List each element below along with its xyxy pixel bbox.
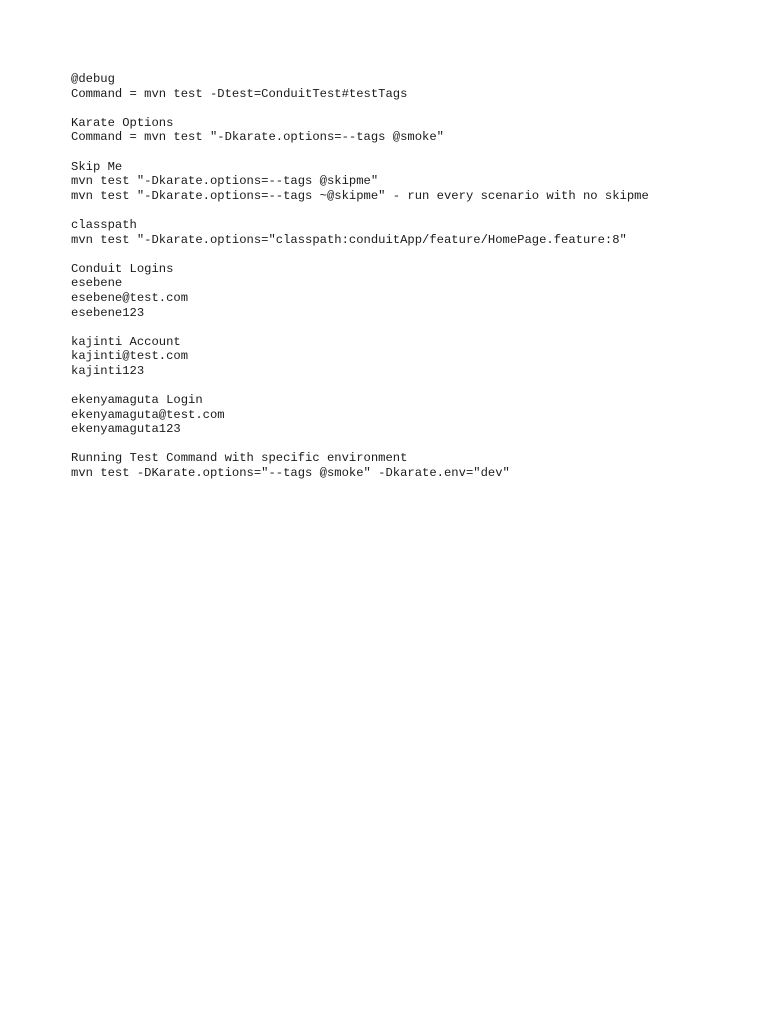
password-line: esebene123 [71,305,145,320]
username-line: esebene [71,276,123,291]
skip-me-section [71,160,751,204]
conduit-logins-section [71,262,751,320]
karate-options-section [71,116,751,145]
section-heading: Conduit Logins [71,261,174,276]
password-line: kajinti123 [71,363,145,378]
document-page [71,72,751,495]
kajinti-account-section [71,335,751,379]
command-line: mvn test "-Dkarate.options=--tags @skipme" [71,174,379,189]
section-heading: Karate Options [71,115,174,130]
email-line: esebene@test.com [71,290,189,305]
section-heading: @debug [71,72,115,86]
email-line: kajinti@test.com [71,349,189,364]
section-heading: Skip Me [71,159,123,174]
command-line: mvn test -DKarate.options="--tags @smoke" -Dkarate.env="dev" [71,466,510,481]
command-line: mvn test "-Dkarate.options="classpath:conduitApp/feature/HomePage.feature:8" [71,232,627,247]
command-line: mvn test "-Dkarate.options=--tags ~@skipme" - run every scenario with no skipme [71,188,649,203]
password-line: ekenyamaguta123 [71,422,181,437]
command-line: Command = mvn test "-Dkarate.options=--tags @smoke" [71,130,444,145]
section-heading: Running Test Command with specific environment [71,451,408,466]
environment-command-section [71,451,751,480]
section-heading: classpath [71,217,137,232]
classpath-section [71,218,751,247]
ekenyamaguta-login-section [71,393,751,437]
command-line: Command = mvn test -Dtest=ConduitTest#testTags [71,86,408,101]
debug-section [71,72,751,101]
email-line: ekenyamaguta@test.com [71,407,225,422]
section-heading: kajinti Account [71,334,181,349]
section-heading: ekenyamaguta Login [71,393,203,408]
